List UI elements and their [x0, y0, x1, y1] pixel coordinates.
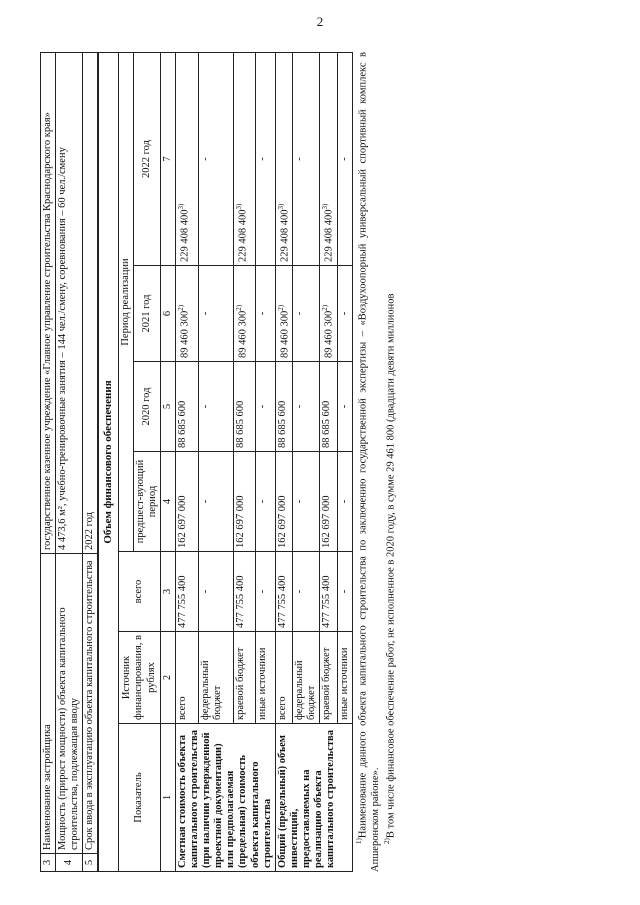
total-cell: -: [256, 552, 275, 632]
y2021-cell: 89 460 300$^{2)}$: [275, 266, 293, 362]
total-cell: -: [198, 552, 233, 632]
y2022-cell: -: [337, 53, 352, 266]
total-cell: 477 755 400: [320, 552, 338, 632]
finance-row: [275, 53, 293, 872]
index-cell: 3: [161, 552, 176, 632]
total-cell: 477 755 400: [275, 552, 293, 632]
source-cell: иные источники: [256, 632, 275, 724]
footnote-1: $^{1)}$Наименование данного объекта капитального строительства по заключению государственной экспертизы – «Воздухоопорный универсальный спортивный комплекс в Апшеронском районе».: [354, 52, 382, 872]
index-cell: 4: [161, 452, 176, 552]
header-total: всего: [118, 552, 160, 632]
info-label: Срок ввода в эксплуатацию объекта капитального строительства: [83, 554, 98, 854]
header-2020: 2020 год: [133, 362, 160, 452]
prev-cell: 162 697 000: [233, 452, 256, 552]
header-source: Источник финансирования, в рублях: [118, 632, 160, 724]
prev-cell: 162 697 000: [275, 452, 293, 552]
info-value: 4 473,6 м², учебно-тренировочные занятия – 144 чел./смену, соревнования – 60 чел./смену: [56, 53, 83, 554]
info-row: [41, 53, 56, 872]
y2021-cell: 89 460 300$^{2)}$: [320, 266, 338, 362]
y2022-cell: 229 408 400$^{3)}$: [233, 53, 256, 266]
footnote-2: $^{2)}$В том числе финансовое обеспечение работ, не исполненное в 2020 году, в сумме 29 461 800 (двадцати девяти миллионов: [382, 293, 397, 844]
source-cell: федеральный бюджет: [198, 632, 233, 724]
y2021-cell: 89 460 300$^{2)}$: [233, 266, 256, 362]
y2021-cell: -: [256, 266, 275, 362]
source-cell: краевой бюджет: [233, 632, 256, 724]
info-table: [40, 52, 98, 872]
index-cell: 7: [161, 53, 176, 266]
y2020-cell: 88 685 600: [233, 362, 256, 452]
rotated-content: [40, 52, 600, 872]
info-num: 3: [41, 854, 56, 872]
total-cell: 477 755 400: [176, 552, 199, 632]
footnotes: [355, 52, 398, 872]
footnote-mark: 3): [321, 203, 330, 210]
footnote-mark: 2): [321, 304, 330, 311]
y2021-cell: -: [198, 266, 233, 362]
index-cell: 6: [161, 266, 176, 362]
y2022-cell: 229 408 400$^{3)}$: [275, 53, 293, 266]
info-row: [56, 53, 83, 872]
source-cell: иные источники: [337, 632, 352, 724]
header-period: Период реализации: [118, 53, 133, 552]
info-row: [83, 53, 98, 872]
source-cell: федеральный бюджет: [293, 632, 320, 724]
y2022-cell: 229 408 400$^{3)}$: [320, 53, 338, 266]
index-cell: 5: [161, 362, 176, 452]
y2021-cell: 89 460 300$^{2)}$: [176, 266, 199, 362]
footnote-mark: 3): [276, 203, 285, 210]
y2020-cell: -: [293, 362, 320, 452]
prev-cell: -: [198, 452, 233, 552]
info-num: 4: [56, 854, 83, 872]
y2020-cell: -: [337, 362, 352, 452]
y2021-cell: -: [293, 266, 320, 362]
prev-cell: 162 697 000: [176, 452, 199, 552]
info-value: 2022 год: [83, 53, 98, 554]
y2021-cell: -: [337, 266, 352, 362]
page-number: 2: [316, 14, 324, 29]
source-cell: краевой бюджет: [320, 632, 338, 724]
y2020-cell: -: [256, 362, 275, 452]
total-cell: 477 755 400: [233, 552, 256, 632]
footnote-mark: 2): [234, 304, 243, 311]
y2022-cell: -: [256, 53, 275, 266]
total-cell: -: [293, 552, 320, 632]
y2022-cell: 229 408 400$^{3)}$: [176, 53, 199, 266]
header-prev: предшест-вующий период: [133, 452, 160, 552]
prev-cell: 162 697 000: [320, 452, 338, 552]
index-cell: 1: [161, 724, 176, 872]
source-cell: всего: [275, 632, 293, 724]
prev-cell: -: [256, 452, 275, 552]
footnote-mark: 3): [177, 203, 186, 210]
y2022-cell: -: [293, 53, 320, 266]
header-indicator: Показатель: [118, 724, 160, 872]
info-label: Мощность (прирост мощности) объекта капитального строительства, подлежащая вводу: [56, 554, 83, 854]
prev-cell: -: [337, 452, 352, 552]
source-cell: всего: [176, 632, 199, 724]
finance-table: [98, 52, 353, 872]
footnote-mark: 3): [234, 203, 243, 210]
indicator-cell: Сметная стоимость объекта капитального строительства (при наличии утвержденной проектной документации) или предполагаемая (предельная) стоимость объекта капитального строительства: [176, 724, 276, 872]
y2020-cell: -: [198, 362, 233, 452]
footnote-mark: 2): [276, 304, 285, 311]
footnote-mark: 2): [177, 304, 186, 311]
finance-row: [176, 53, 199, 872]
y2020-cell: 88 685 600: [176, 362, 199, 452]
header-2022: 2022 год: [133, 53, 160, 266]
y2022-cell: -: [198, 53, 233, 266]
info-num: 5: [83, 854, 98, 872]
y2020-cell: 88 685 600: [275, 362, 293, 452]
section-title: Объем финансового обеспечения: [99, 53, 119, 872]
info-label: Наименование застройщика: [41, 554, 56, 854]
index-cell: 2: [161, 632, 176, 724]
prev-cell: -: [293, 452, 320, 552]
total-cell: -: [337, 552, 352, 632]
indicator-cell: Общий (предельный) объем инвестиций, предоставляемых на реализацию объекта капитального строительства: [275, 724, 352, 872]
y2020-cell: 88 685 600: [320, 362, 338, 452]
header-2021: 2021 год: [133, 266, 160, 362]
info-value: государственное казенное учреждение «Главное управление строительства Краснодарского края»: [41, 53, 56, 554]
